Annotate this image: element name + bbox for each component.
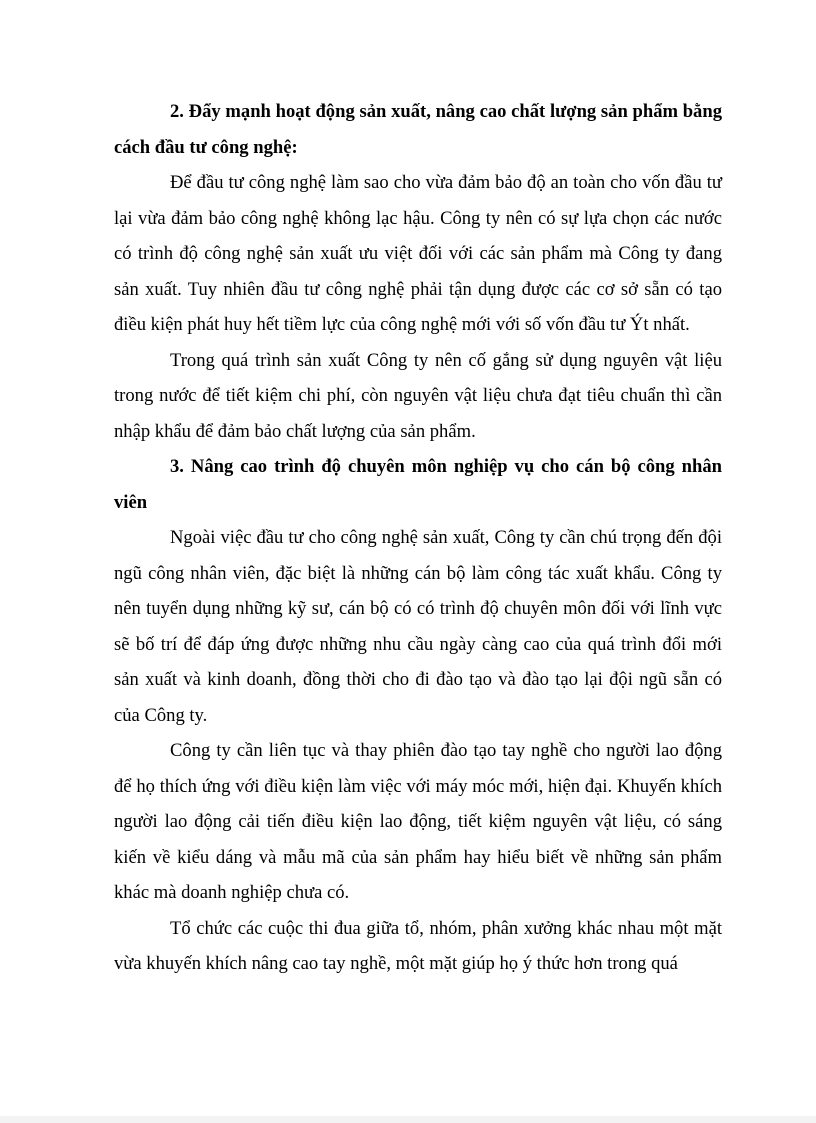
section-heading-3: 3. Nâng cao trình độ chuyên môn nghiệp vụ cho cán bộ công nhân viên — [114, 456, 722, 513]
section-heading-2: 2. Đẩy mạnh hoạt động sản xuất, nâng cao chất lượng sản phẩm bằng cách đầu tư công nghệ: — [114, 101, 722, 158]
paragraph-staff-recruitment: Ngoài việc đầu tư cho công nghệ sản xuất, Công ty cần chú trọng đến đội ngũ công nhân viên, đặc biệt là những cán bộ làm công tác xuất khẩu. Công ty nên tuyển dụng những kỹ sư, cán bộ có có trình độ chuyên môn đối với lĩnh vực sẽ bố trí để đáp ứng được những nhu cầu ngày càng cao của quá trình đổi mới sản xuất và kinh doanh, đồng thời cho đi đào tạo và đào tạo lại đội ngũ sẵn có của Công ty. — [114, 527, 722, 726]
paragraph-materials: Trong quá trình sản xuất Công ty nên cố gắng sử dụng nguyên vật liệu trong nước để tiết kiệm chi phí, còn nguyên vật liệu chưa đạt tiêu chuẩn thì cần nhập khẩu để đảm bảo chất lượng của sản phẩm. — [114, 349, 722, 442]
paragraph-technology-investment: Để đầu tư công nghệ làm sao cho vừa đảm bảo độ an toàn cho vốn đầu tư lại vừa đảm bảo công nghệ không lạc hậu. Công ty nên có sự lựa chọn các nước có trình độ công nghệ sản xuất ưu việt đối với các sản phẩm mà Công ty đang sản xuất. Tuy nhiên đầu tư công nghệ phải tận dụng được các cơ sở sẵn có tạo điều kiện phát huy hết tiềm lực của công nghệ mới với số vốn đầu tư Ýt nhất. — [114, 172, 722, 335]
page-bottom-edge — [0, 1116, 816, 1123]
paragraph-training: Công ty cần liên tục và thay phiên đào tạo tay nghề cho người lao động để họ thích ứng với điều kiện làm việc với máy móc mới, hiện đại. Khuyến khích người lao động cải tiến điều kiện lao động, tiết kiệm nguyên vật liệu, có sáng kiến về kiểu dáng và mẫu mã của sản phẩm hay hiểu biết về những sản phẩm khác mà doanh nghiệp chưa có. — [114, 740, 722, 903]
document-body — [114, 94, 722, 982]
paragraph-competitions: Tổ chức các cuộc thi đua giữa tổ, nhóm, phân xưởng khác nhau một mặt vừa khuyến khích nâng cao tay nghề, một mặt giúp họ ý thức hơn trong quá — [114, 917, 722, 974]
